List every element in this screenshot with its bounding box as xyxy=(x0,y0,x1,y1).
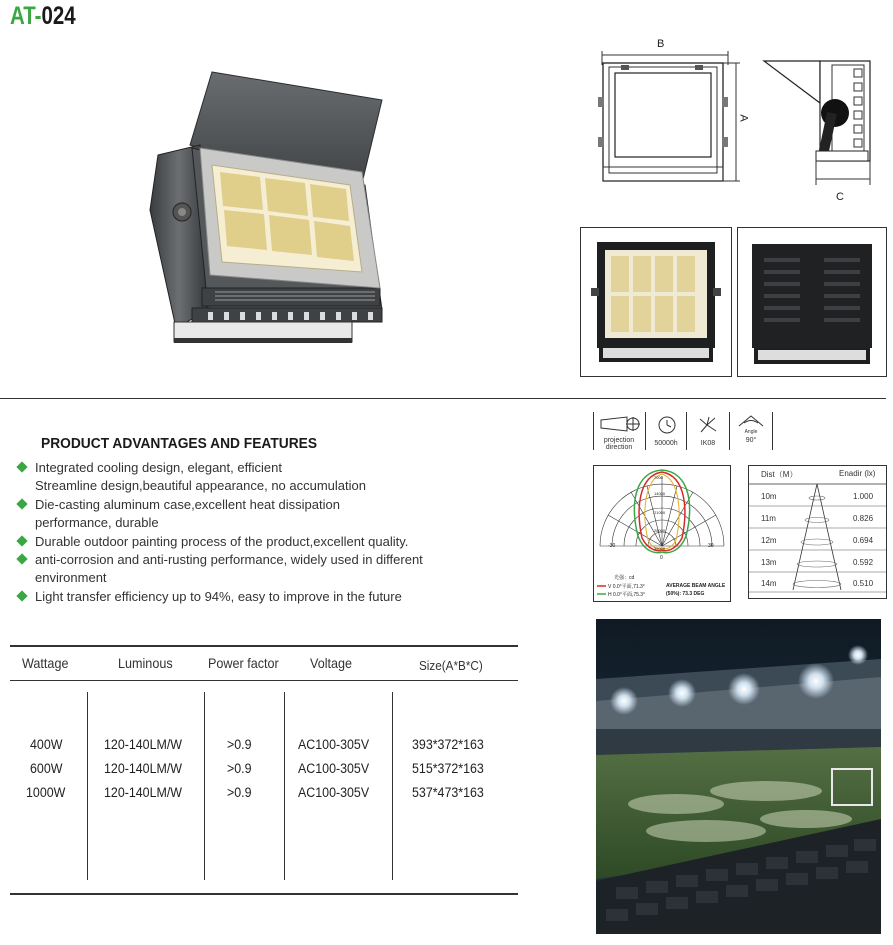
front-view-photo-frame xyxy=(580,227,732,377)
impact-icon xyxy=(697,415,719,435)
icon-divider xyxy=(593,412,594,450)
spec-cell: >0.9 xyxy=(227,737,252,752)
dist-value: 10m xyxy=(761,492,777,501)
front-view-photo xyxy=(581,228,731,376)
spec-cell: 400W xyxy=(30,737,63,752)
diamond-bullet-icon xyxy=(16,590,27,601)
dist-value: 11m xyxy=(761,514,776,523)
illuminance-panel xyxy=(748,465,887,599)
feature-text: Durable outdoor painting process of the product,excellent quality. xyxy=(35,534,409,549)
spec-cell: >0.9 xyxy=(227,761,252,776)
spec-cell: 1000W xyxy=(26,785,66,800)
angle-icon xyxy=(736,414,766,428)
dist-value: 12m xyxy=(761,536,777,545)
spec-header-size: Size(A*B*C) xyxy=(419,658,483,673)
spec-cell: 120-140LM/W xyxy=(104,785,183,800)
spec-table-header-rule xyxy=(10,680,518,681)
dist-value: 13m xyxy=(761,558,777,567)
section-divider xyxy=(0,398,886,399)
icon-divider xyxy=(772,412,773,450)
icon-divider xyxy=(686,412,687,450)
angle-tick-label: 30 xyxy=(708,543,714,549)
spec-cell: 393*372*163 xyxy=(412,737,484,752)
spec-cell: 120-140LM/W xyxy=(104,737,183,752)
front-dimension-drawing xyxy=(595,37,755,187)
lux-value: 0.694 xyxy=(853,536,874,545)
spec-cell: 600W xyxy=(30,761,63,776)
title-number: 024 xyxy=(41,2,76,30)
ring-label: 21000 xyxy=(654,510,666,515)
feature-item xyxy=(18,588,402,606)
spec-cell: 120-140LM/W xyxy=(104,761,183,776)
angle-tick-label: -30 xyxy=(608,543,616,549)
beam-angle-title: AVERAGE BEAM ANGLE xyxy=(666,583,726,589)
ring-label: 7000 xyxy=(654,475,663,480)
dist-column-header: Dist（M） xyxy=(761,470,798,479)
feature-text: Streamline design,beautiful appearance, no accumulation xyxy=(35,478,366,494)
feature-text: environment xyxy=(35,570,107,586)
projection-icon xyxy=(599,415,641,433)
dimension-c-label: C xyxy=(836,191,844,203)
back-view-photo xyxy=(738,228,886,376)
spec-table-top-rule xyxy=(10,645,518,647)
legend-v-label: V 0.0°平面,71.3° xyxy=(608,584,645,590)
ring-label: 28000 xyxy=(654,528,666,533)
dist-value: 14m xyxy=(761,579,777,588)
product-title xyxy=(10,2,76,31)
feature-text: Integrated cooling design, elegant, efficient xyxy=(35,460,282,475)
diamond-bullet-icon xyxy=(16,553,27,564)
title-dash: - xyxy=(34,2,42,30)
icon-divider xyxy=(645,412,646,450)
feature-item xyxy=(18,496,340,533)
legend-h-label: H 0.0°平面,75.3° xyxy=(608,592,646,598)
icon-label: projection direction xyxy=(603,437,635,451)
spec-cell: 537*473*163 xyxy=(412,785,484,800)
back-view-photo-frame xyxy=(737,227,887,377)
feature-icons-row xyxy=(593,412,773,452)
spec-column-divider xyxy=(87,692,88,880)
icon-divider xyxy=(729,412,730,450)
dimension-b-label: B xyxy=(657,38,665,50)
spec-header-wattage: Wattage xyxy=(22,655,69,671)
lux-value: 1.000 xyxy=(853,492,874,501)
spec-cell: AC100-305V xyxy=(298,785,370,800)
clock-icon xyxy=(656,415,678,435)
spec-column-divider xyxy=(392,692,393,880)
feature-text: anti-corrosion and anti-rusting performance, widely used in different xyxy=(35,552,423,567)
spec-column-divider xyxy=(204,692,205,880)
icon-label: 50000h xyxy=(654,440,678,447)
spec-cell: >0.9 xyxy=(227,785,252,800)
spec-cell: AC100-305V xyxy=(298,761,370,776)
title-prefix: AT xyxy=(10,2,35,30)
lux-value: 0.592 xyxy=(853,558,874,567)
spec-table-bottom-rule xyxy=(10,893,518,895)
ring-label: 14000 xyxy=(654,491,666,496)
icon-label: 90° xyxy=(745,437,757,444)
lux-value: 0.510 xyxy=(853,579,874,588)
spec-header-power-factor: Power factor xyxy=(208,655,279,671)
diamond-bullet-icon xyxy=(16,535,27,546)
beam-angle-value: (50%): 73.3 DEG xyxy=(666,591,705,597)
floodlight-product-image xyxy=(130,60,400,360)
spec-cell: 515*372*163 xyxy=(412,761,484,776)
dimension-a-label: A xyxy=(737,114,750,122)
features-heading: PRODUCT ADVANTAGES AND FEATURES xyxy=(41,436,318,452)
icon-label: IK08 xyxy=(700,440,716,447)
feature-text: Die-casting aluminum case,excellent heat dissipation xyxy=(35,497,340,512)
diamond-bullet-icon xyxy=(16,498,27,509)
diamond-bullet-icon xyxy=(16,461,27,472)
feature-item xyxy=(18,459,366,496)
angle-tick-label: 0 xyxy=(660,555,663,561)
icon-label: Angle xyxy=(744,429,758,435)
lux-column-header: Enadir (lx) xyxy=(839,469,876,478)
side-dimension-drawing xyxy=(760,55,880,195)
ring-label: 35000 xyxy=(654,546,666,551)
polar-unit-label: 光强：cd xyxy=(614,575,635,581)
spec-cell: AC100-305V xyxy=(298,737,370,752)
lux-value: 0.826 xyxy=(853,514,874,523)
polar-distribution-panel xyxy=(593,465,731,602)
spec-header-luminous: Luminous xyxy=(118,655,173,671)
spec-header-voltage: Voltage xyxy=(310,655,353,671)
spec-column-divider xyxy=(284,692,285,880)
stadium-photo xyxy=(596,619,881,934)
feature-text: performance, durable xyxy=(35,515,159,531)
feature-item xyxy=(18,551,423,588)
feature-item xyxy=(18,533,408,551)
feature-text: Light transfer efficiency up to 94%, easy to improve in the future xyxy=(35,589,402,604)
